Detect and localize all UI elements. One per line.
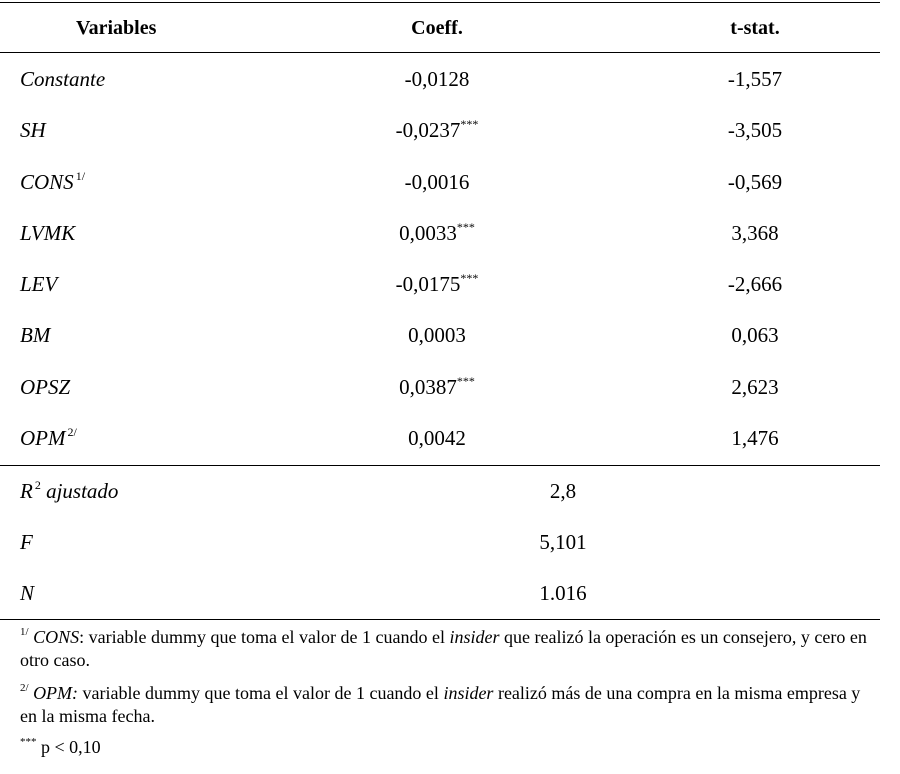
row-coeff: -0,0128 bbox=[404, 67, 470, 91]
row-tstat: -0,569 bbox=[727, 170, 783, 194]
row-coeff: 0,0387*** bbox=[399, 374, 475, 399]
header-variables: Variables bbox=[76, 17, 157, 39]
footnote-marker: *** bbox=[20, 736, 37, 748]
row-tstat: -3,505 bbox=[727, 118, 783, 142]
row-variable-name: LVMK bbox=[20, 221, 76, 245]
stat-superscript: 2 bbox=[34, 478, 41, 492]
table-top-rule bbox=[0, 2, 880, 3]
footnote-marker: 1/ bbox=[20, 626, 29, 638]
row-variable-name: LEV bbox=[20, 272, 58, 296]
stat-name-n: N bbox=[20, 581, 35, 605]
footnote-1: $^{1/}$ CONS: variable dummy que toma el valor de 1 cuando el insider que realizó la operación es un consejero, y cero en otro caso. bbox=[20, 626, 867, 670]
significance-marker: *** bbox=[460, 117, 479, 131]
row-variable-name: Constante bbox=[20, 67, 106, 91]
row-tstat: -1,557 bbox=[727, 67, 783, 91]
row-variable-name: CONS $^{1/}$ bbox=[20, 169, 86, 194]
stat-name-r2: R $^2$ ajustado bbox=[20, 478, 119, 503]
significance-marker: *** bbox=[460, 271, 479, 285]
stat-value-r2: 2,8 bbox=[549, 479, 577, 503]
significance-marker: *** bbox=[456, 374, 475, 388]
row-tstat: 2,623 bbox=[731, 375, 779, 399]
footnote-3: *** p < 0,10 bbox=[20, 736, 101, 757]
row-coeff: 0,0003 bbox=[408, 323, 466, 347]
header-tstat: t-stat. bbox=[730, 17, 780, 39]
footnote-marker: 2/ bbox=[67, 425, 77, 439]
table-header-rule bbox=[0, 52, 880, 53]
row-coeff: -0,0016 bbox=[404, 170, 470, 194]
row-variable-name: OPSZ bbox=[20, 375, 71, 399]
row-tstat: -2,666 bbox=[727, 272, 783, 296]
row-variable-name: OPM $^{2/}$ bbox=[20, 425, 77, 450]
row-variable-name: BM bbox=[20, 323, 51, 347]
stat-name-f: F bbox=[20, 530, 33, 554]
stat-value-f: 5,101 bbox=[539, 530, 587, 554]
row-tstat: 1,476 bbox=[731, 426, 779, 450]
footnote-2: $^{2/}$ OPM: variable dummy que toma el valor de 1 cuando el insider realizó más de una compra en la misma empresa y en la misma fecha. bbox=[20, 682, 861, 726]
significance-marker: *** bbox=[456, 220, 475, 234]
row-coeff: -0,0237*** bbox=[395, 117, 479, 142]
row-tstat: 0,063 bbox=[731, 323, 779, 347]
table-bottom-rule bbox=[0, 619, 880, 620]
table-mid-rule bbox=[0, 465, 880, 466]
row-tstat: 3,368 bbox=[731, 221, 779, 245]
footnote-marker: 1/ bbox=[75, 169, 86, 183]
row-coeff: 0,0033*** bbox=[399, 220, 475, 245]
row-coeff: -0,0175*** bbox=[395, 271, 479, 296]
header-coeff: Coeff. bbox=[411, 17, 463, 39]
footnote-marker: 2/ bbox=[20, 682, 29, 694]
row-variable-name: SH bbox=[20, 118, 46, 142]
stat-value-n: 1.016 bbox=[539, 581, 587, 605]
row-coeff: 0,0042 bbox=[408, 426, 466, 450]
